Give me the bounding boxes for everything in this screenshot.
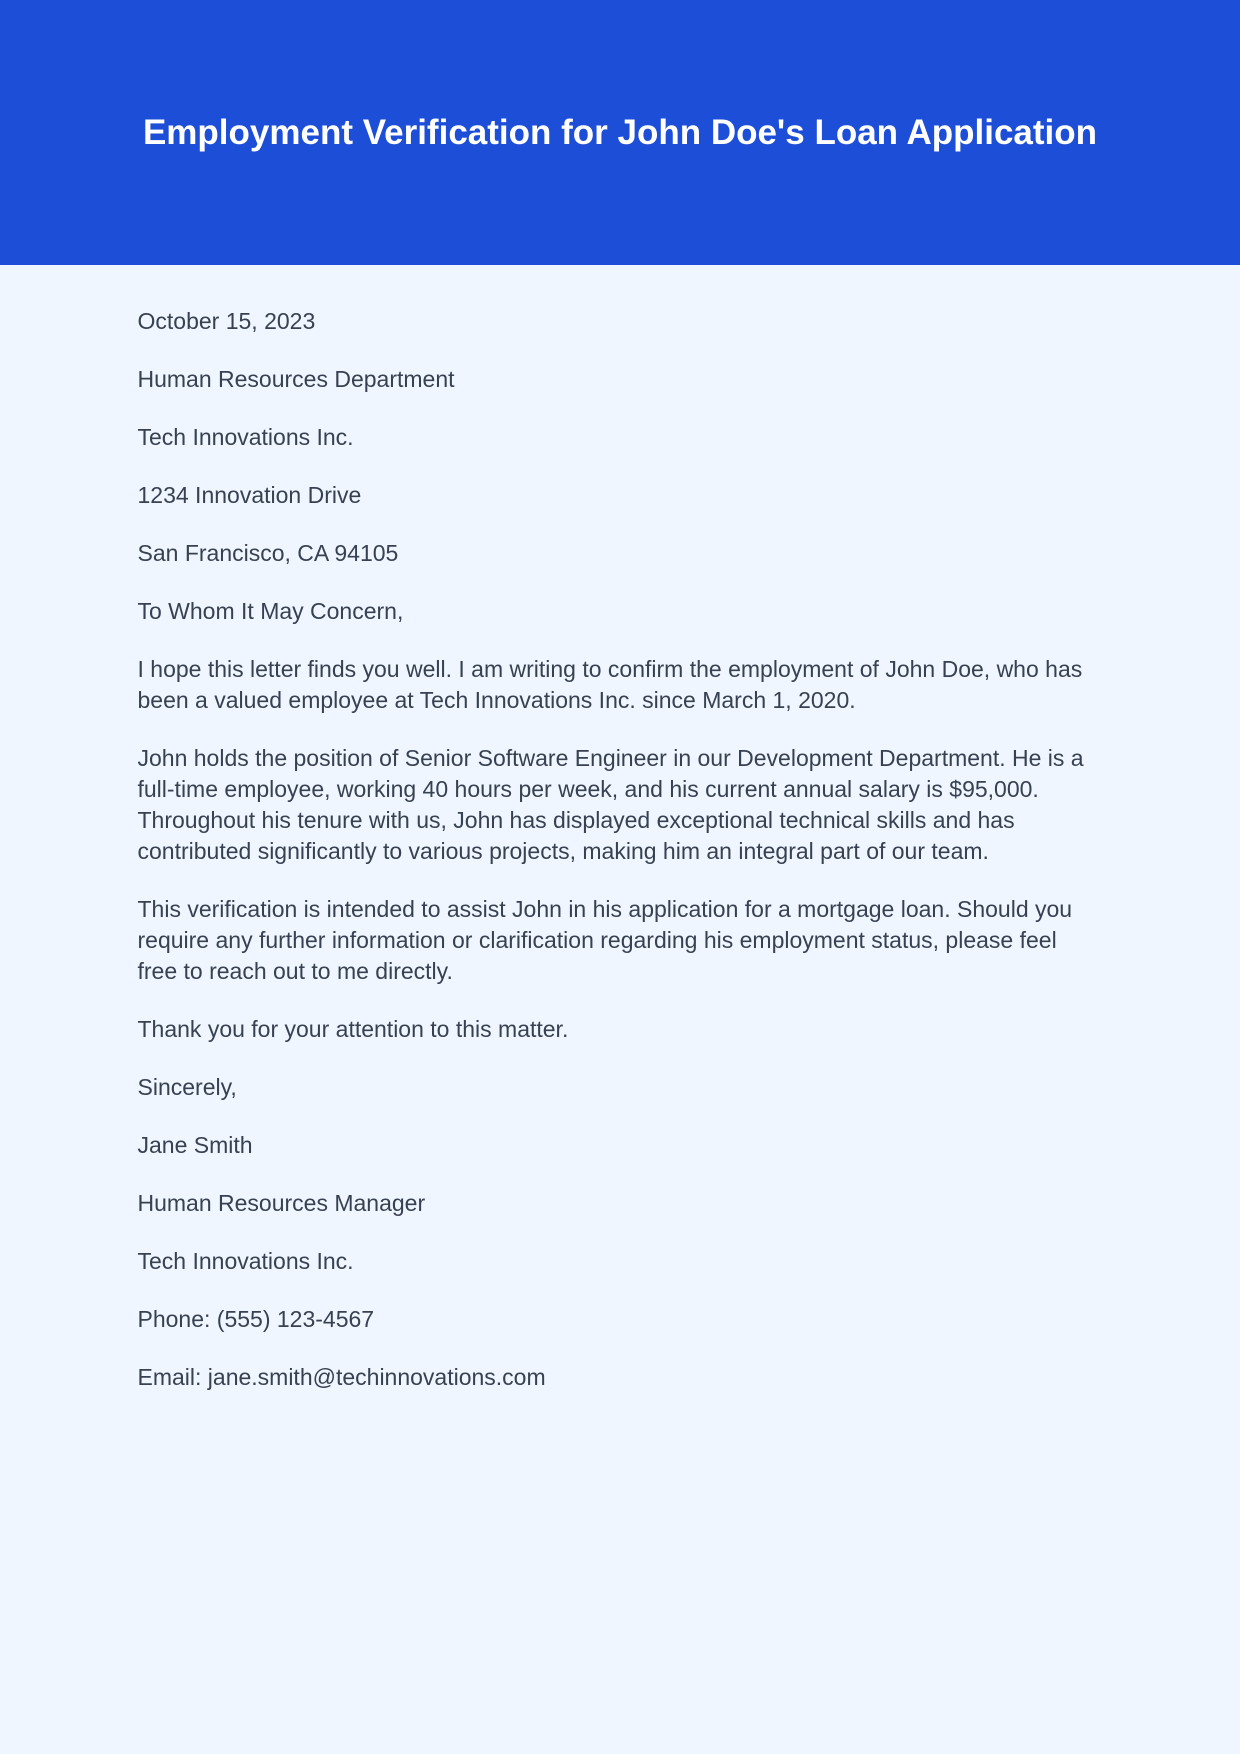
recipient-street: 1234 Innovation Drive	[137, 482, 362, 508]
body-paragraph: Thank you for your attention to this matter.	[137, 1016, 569, 1042]
salutation: To Whom It May Concern,	[137, 598, 404, 624]
letter-body	[138, 265, 1103, 1393]
closing-line: Sincerely,	[137, 1074, 237, 1100]
recipient-company: Tech Innovations Inc.	[137, 424, 354, 450]
recipient-department: Human Resources Department	[137, 366, 455, 392]
letter-header	[0, 0, 1240, 265]
body-paragraph: This verification is intended to assist John in his application for a mortgage loan. Should you require any further information or clarification regarding his employment status, please feel free to reach out to me directly.	[137, 896, 1073, 984]
body-paragraph: I hope this letter finds you well. I am writing to confirm the employment of John Doe, who has been a valued employee at Tech Innovations Inc. since March 1, 2020.	[137, 656, 1083, 713]
date-line: October 15, 2023	[137, 308, 316, 334]
page-title: Employment Verification for John Doe's Loan Application	[142, 112, 1098, 152]
signature-title: Human Resources Manager	[137, 1190, 426, 1216]
signature-email: Email: jane.smith@techinnovations.com	[137, 1364, 546, 1390]
body-paragraph: John holds the position of Senior Software Engineer in our Development Department. He is a full-time employee, working 40 hours per week, and his current annual salary is $95,000. Throughout his tenure with us, John has displayed exceptional technical skills and has contributed significantly to various projects, making him an integral part of our team.	[137, 745, 1084, 864]
signature-name: Jane Smith	[137, 1132, 253, 1158]
recipient-city: San Francisco, CA 94105	[137, 540, 399, 566]
signature-phone: Phone: (555) 123-4567	[137, 1306, 375, 1332]
signature-company: Tech Innovations Inc.	[137, 1248, 354, 1274]
